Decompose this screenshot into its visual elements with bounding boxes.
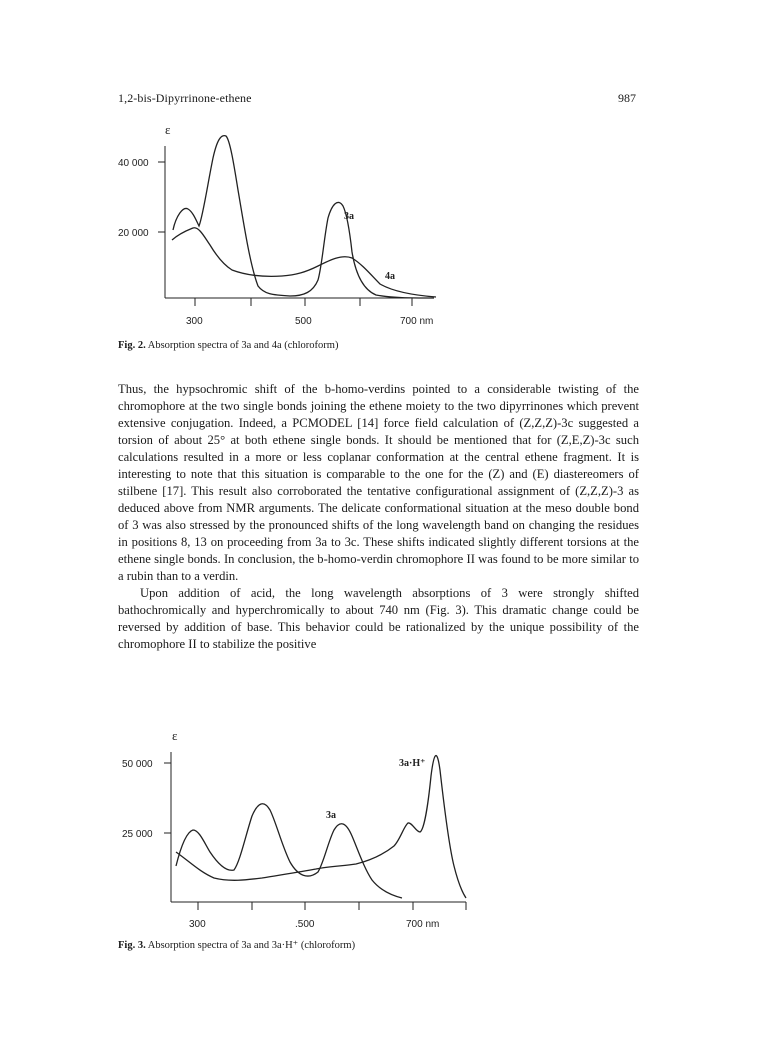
fig3-y-label: ε <box>172 728 178 743</box>
fig3-curve-label-3a-h: 3a·H⁺ <box>399 758 426 769</box>
fig2-curve-4a <box>172 228 436 297</box>
figure-2-caption <box>118 340 338 351</box>
fig3-curve-3a <box>176 804 402 898</box>
fig3-x-tick-label: 700 nm <box>406 919 440 930</box>
fig2-y-tick-label: 20 000 <box>118 228 149 239</box>
figure-3-caption <box>118 939 355 951</box>
fig3-y-tick-label: 50 000 <box>122 759 153 770</box>
fig3-x-tick-label: .500 <box>295 919 315 930</box>
fig3-caption-text: Absorption spectra of 3a and 3a·H⁺ (chloroform) <box>147 940 356 951</box>
fig3-curve-3a-h <box>176 756 466 898</box>
fig2-caption-text: Absorption spectra of 3a and 4a (chloroform) <box>147 340 339 351</box>
fig2-x-tick-label: 300 <box>186 316 203 327</box>
fig3-caption-prefix: Fig. 3. <box>118 940 146 951</box>
fig3-x-tick-label: 300 <box>189 919 206 930</box>
fig2-curve-3a <box>173 136 434 298</box>
body-paragraph-1: Thus, the hypsochromic shift of the b-homo-verdins pointed to a considerable twisting of the chromophore at the two single bonds joining the ethene moiety to the two dipyrrinones which prevent extensive conjugation. Indeed, a PCMODEL [14] force field calculation of (Z,Z,Z)-3c suggested a torsion of about 25° at both ethene single bonds. It should be mentioned that for (Z,E,Z)-3c such calculations resulted in a more or less coplanar conformation at the central ethene fragment. It is interesting to note that this situation is comparable to the one for the (Z) and (E) diastereomers of stilbene [17]. This result also corroborated the tentative configurational assignment of (Z,Z,Z)-3 as deduced above from NMR arguments. The delicate conformational situation at the meso double bond of 3 was also stressed by the pronounced shifts of the long wavelength band on changing the residues in positions 8, 13 on proceeding from 3a to 3c. These shifts indicated slightly different torsions at the ethene single bonds. In conclusion, the b-homo-verdin chromophore II was found to be more similar to a rubin than to a verdin. <box>118 382 639 583</box>
fig2-y-label: ε <box>165 122 171 137</box>
body-text <box>118 381 639 653</box>
fig2-y-tick-label: 40 000 <box>118 158 149 169</box>
fig3-y-tick-label: 25 000 <box>122 829 153 840</box>
fig2-curve-label-4a: 4a <box>385 271 395 282</box>
running-title: 1,2-bis-Dipyrrinone-ethene <box>118 91 252 105</box>
fig2-curve-label-3a: 3a <box>344 211 354 222</box>
page-number: 987 <box>618 91 636 105</box>
fig2-x-tick-label: 500 <box>295 316 312 327</box>
fig2-caption-prefix: Fig. 2. <box>118 340 146 351</box>
fig2-x-tick-label: 700 nm <box>400 316 434 327</box>
body-paragraph-2: Upon addition of acid, the long wavelength absorptions of 3 were strongly shifted bathochromically and hyperchromically to about 740 nm (Fig. 3). This dramatic change could be reversed by addition of base. This behavior could be rationalized by the unique possibility of the chromophore II to stabilize the positive <box>118 586 639 651</box>
fig3-curve-label-3a: 3a <box>326 810 336 821</box>
